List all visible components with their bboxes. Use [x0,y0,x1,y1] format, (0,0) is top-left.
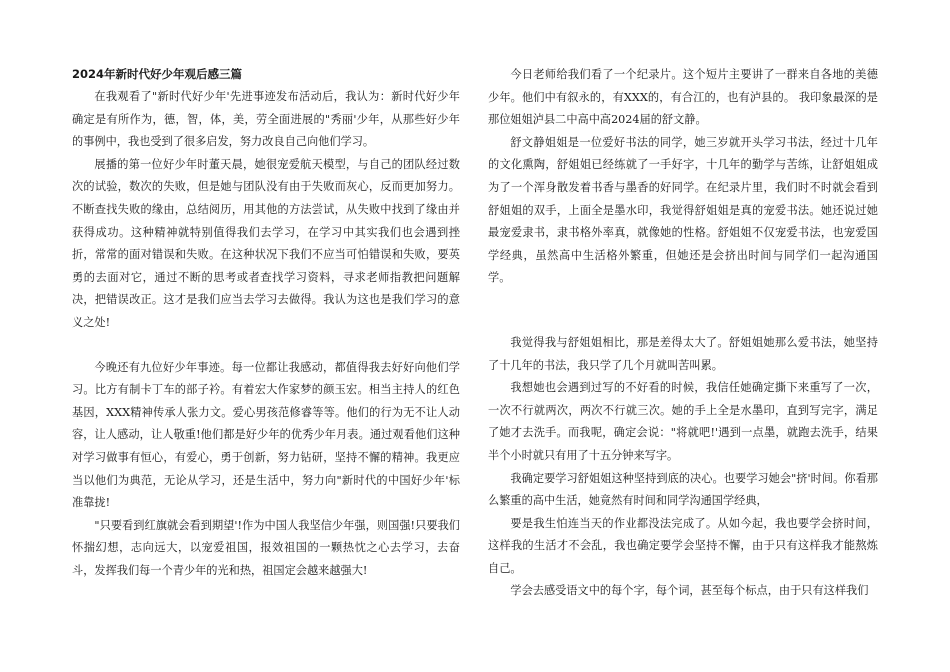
paragraph: 展播的第一位好少年时董天晨，她很宠爱航天模型，与自己的团队经过数次的试验，数次的失败，但是她与团队没有由于失败而灰心，反而更加努力。不断查找失败的缘由，总结阅历，用其他的方法尝试，从失败中找到了缘由并获得成功。这种精神就特别值得我们去学习，在学习中其实我们也会遇到挫折，常常的面对错误和失败。在这种状况下我们不应当可怕错误和失败，要英勇的去面对它，通过不断的思考或者查找学习资料，寻求老师指教把问题解决，把错误改正。这才是我们应当去学习去做得。我认为这也是我们学习的意义之处! [72,157,460,329]
document-title: 2024年新时代好少年观后感三篇 [72,67,243,81]
paragraph: 学会去感受语文中的每个字，每个词，甚至每个标点，由于只有这样我们 [510,584,869,598]
paragraph: 我觉得我与舒姐姐相比，那是差得太大了。舒姐姐她那么爱书法，她坚持了十几年的书法，我只学了几个月就叫苦叫累。 [488,335,878,372]
paragraph: 我确定要学习舒姐姐这种坚持到底的决心。也要学习她会"挤'时间。你看那么繁重的高中生活，她竟然有时间和同学沟通国学经典， [488,471,878,508]
right-column [488,64,878,603]
paragraph: 今日老师给我们看了一个纪录片。这个短片主要讲了一群来自各地的美德少年。他们中有叙永的，有XXX的，有合江的，也有泸县的。 我印象最深的是那位姐姐泸县二中高中高2024届的舒文静。 [488,68,878,127]
left-column [72,64,460,582]
paragraph-gap [72,335,460,357]
paragraph: 今晚还有九位好少年事迹。每一位都让我感动，都值得我去好好向他们学习。比方有制卡丁车的部子衿。有着宏大作家梦的颜玉宏。相当主持人的红色基因，XXX精神传承人张力文。爱心男孩范修睿等等。他们的行为无不让人动容，让人感动，让人敬重!他们都是好少年的优秀少年月表。通过观看他们这种对学习做事有恒心，有爱心，勇于创新，努力钻研，坚持不懈的精神。我更应当以他们为典范，无论从学习，还是生活中，努力向"新时代的中国好少年'标准靠拢! [72,360,460,510]
paragraph: 舒文静姐姐是一位爱好书法的同学，她三岁就开头学习书法，经过十几年的文化熏陶，舒姐姐已经练就了一手好字，十几年的勤学与苦练，让舒姐姐成为了一个浑身散发着书香与墨香的好同学。在纪录片里，我们时不时就会看到舒姐姐的双手，上面全是墨水印，我觉得舒姐姐是真的宠爱书法。她还说过她最宠爱隶书，隶书格外率真，就像她的性格。舒姐姐不仅宠爱书法，也宠爱国学经典，虽然高中生活格外繁重，但她还是会挤出时间与同学们一起沟通国学。 [488,135,878,285]
paragraph: 要是我生怕连当天的作业都没法完成了。从如今起，我也要学会挤时间，这样我的生活才不会乱，我也确定要学会坚持不懈，由于只有这样我才能熬炼自己。 [488,516,878,575]
paragraph: 在我观看了"新时代好少年'先进事迹发布活动后，我认为：新时代好少年确定是有所作为，德，智，体，美，劳全面进展的"秀丽'少年，从那些好少年的事例中，我也受到了很多启发，努力改良自己向他们学习。 [72,90,460,149]
paragraph: 我想她也会遇到过写的不好看的时候，我信任她确定撕下来重写了一次，一次不行就两次，两次不行就三次。她的手上全是水墨印，直到写完字，满足了她才去洗手。而我呢，确定会说："将就吧!'遇到一点墨，就跑去洗手，结果半个小时就只有用了十五分钟来写字。 [488,381,878,462]
paragraph-gap [488,290,878,332]
paragraph: "只要看到红旗就会看到期望'!作为中国人我坚信少年强，则国强!只要我们怀揣幻想，志向远大，以宠爱祖国，报效祖国的一颗热忱之心去学习，去奋斗，发挥我们每一个青少年的光和热，祖国定会越来越强大! [72,518,460,577]
